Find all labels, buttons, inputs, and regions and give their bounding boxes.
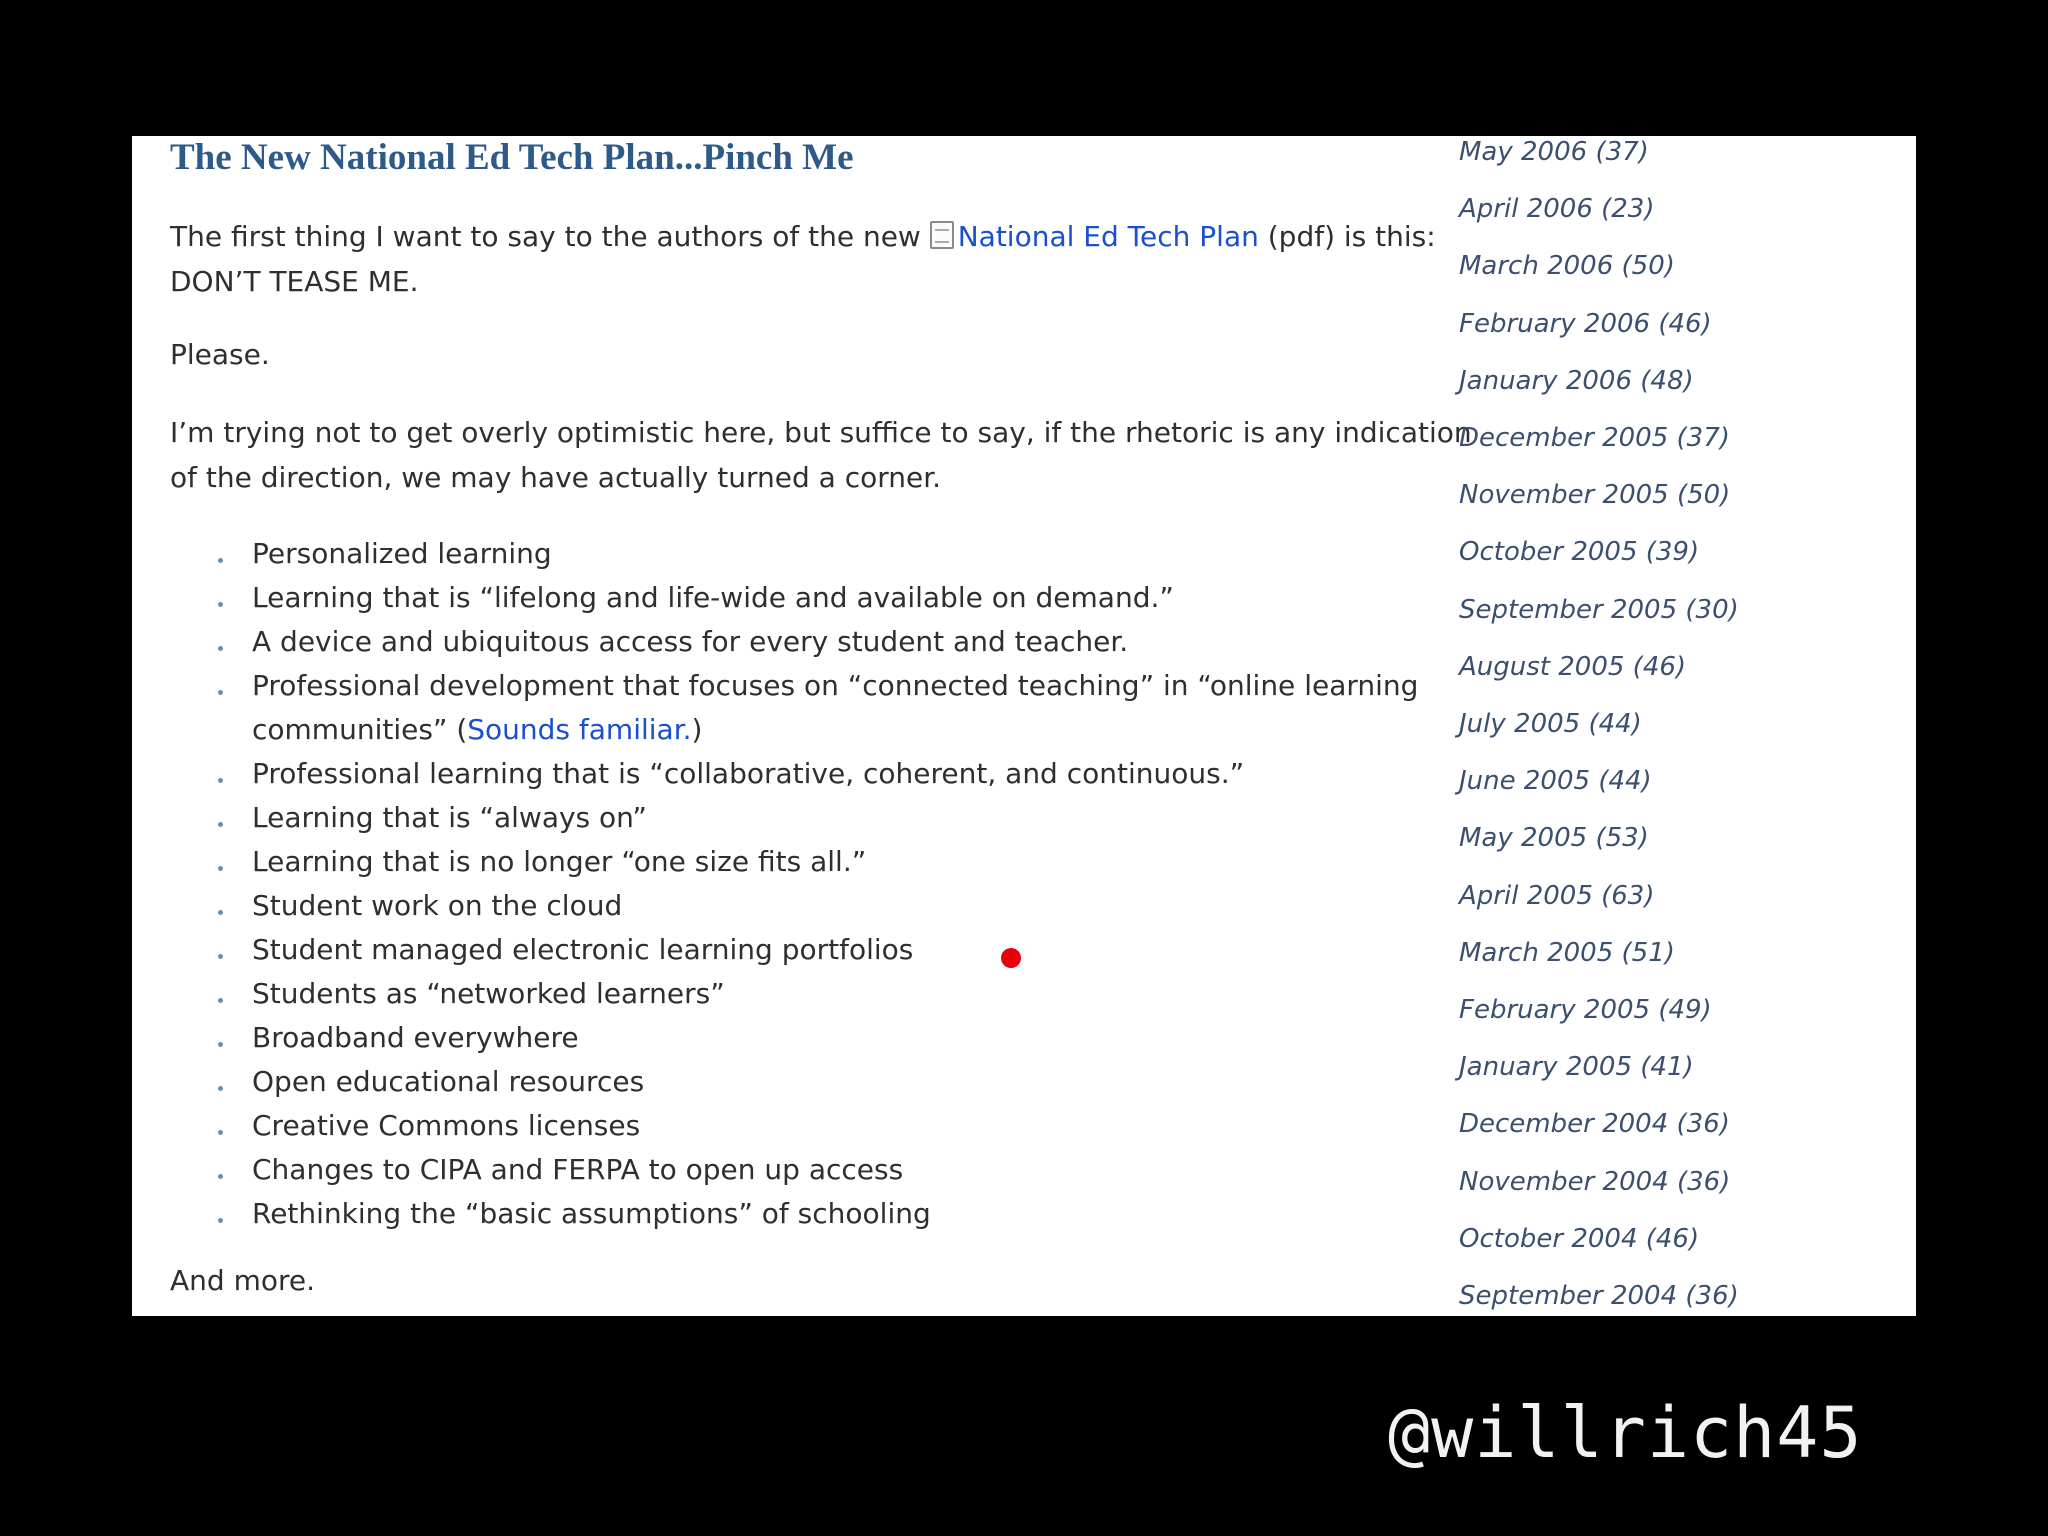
archive-link[interactable]: September 2004 (36) [1459, 1281, 1739, 1312]
bullet-icon [218, 866, 223, 871]
archive-link[interactable]: January 2005 (41) [1459, 1052, 1694, 1083]
archive-link[interactable]: September 2005 (30) [1459, 594, 1739, 625]
bullet-icon [218, 954, 223, 959]
sounds-familiar-link[interactable]: Sounds familiar. [467, 713, 692, 746]
archive-link[interactable]: June 2005 (44) [1459, 766, 1652, 797]
post-title[interactable]: The New National Ed Tech Plan...Pinch Me [170, 137, 854, 178]
list-item: Creative Commons licenses [212, 1104, 1552, 1148]
archive-link[interactable]: October 2005 (39) [1459, 537, 1700, 568]
archive-link[interactable]: August 2005 (46) [1459, 651, 1687, 682]
archive-link[interactable]: December 2004 (36) [1459, 1109, 1730, 1140]
list-item: Learning that is “always on” [212, 796, 1552, 840]
archive-link[interactable]: March 2005 (51) [1459, 937, 1675, 968]
list-item: Student work on the cloud [212, 884, 1552, 928]
list-item: Changes to CIPA and FERPA to open up access [212, 1148, 1552, 1192]
blog-screenshot [132, 136, 1916, 1316]
intro-text: The first thing I want to say to the authors of the new [170, 220, 930, 253]
cursor-dot-icon [1001, 948, 1021, 968]
bullet-icon [218, 1218, 223, 1223]
author-handle: @willrich45 [1388, 1392, 1863, 1474]
list-item: Learning that is no longer “one size fits all.” [212, 840, 1552, 884]
archive-link[interactable]: July 2005 (44) [1459, 709, 1642, 740]
archive-link[interactable]: December 2005 (37) [1459, 423, 1730, 454]
list-item: Open educational resources [212, 1060, 1552, 1104]
list-item: Learning that is “lifelong and life-wide and available on demand.” [212, 576, 1552, 620]
bullet-icon [218, 558, 223, 563]
archive-link[interactable]: November 2004 (36) [1459, 1166, 1731, 1197]
bullet-icon [218, 1130, 223, 1135]
bullet-icon [218, 646, 223, 651]
archive-link[interactable]: May 2006 (37) [1459, 137, 1649, 167]
archive-link[interactable]: May 2005 (53) [1459, 823, 1649, 854]
feature-list [212, 532, 1552, 1236]
archive-link[interactable]: March 2006 (50) [1459, 251, 1675, 282]
list-item: Professional learning that is “collaborative, coherent, and continuous.” [212, 752, 1552, 796]
list-item: A device and ubiquitous access for every student and teacher. [212, 620, 1552, 664]
bullet-icon [218, 690, 223, 695]
archive-link[interactable]: April 2006 (23) [1459, 194, 1655, 225]
bullet-icon [218, 822, 223, 827]
bullet-icon [218, 1174, 223, 1179]
list-item: Student managed electronic learning portfolios [212, 928, 1552, 972]
ed-tech-plan-link[interactable]: National Ed Tech Plan [957, 220, 1259, 253]
closing-paragraph: And more. [170, 1264, 316, 1297]
bullet-icon [218, 1042, 223, 1047]
list-item: Professional development that focuses on “connected teaching” in “online learning communities” (Sounds familiar.) [212, 664, 1552, 752]
document-icon [930, 221, 954, 249]
bullet-icon [218, 1086, 223, 1091]
archive-link[interactable]: February 2005 (49) [1459, 995, 1712, 1026]
archive-link[interactable]: November 2005 (50) [1459, 480, 1731, 511]
list-item: Students as “networked learners” [212, 972, 1552, 1016]
archive-link[interactable]: January 2006 (48) [1459, 365, 1694, 396]
list-item: Rethinking the “basic assumptions” of schooling [212, 1192, 1552, 1236]
bullet-icon [218, 778, 223, 783]
archive-list [1459, 136, 1889, 1316]
archive-link[interactable]: October 2004 (46) [1459, 1223, 1700, 1254]
archive-link[interactable]: February 2006 (46) [1459, 308, 1712, 339]
intro-paragraph [170, 214, 1490, 304]
list-item: Personalized learning [212, 532, 1552, 576]
bullet-icon [218, 602, 223, 607]
intro-text-end: (pdf) is this: DON’T TEASE ME. [170, 220, 1436, 298]
list-item: Broadband everywhere [212, 1016, 1552, 1060]
bullet-icon [218, 910, 223, 915]
bullet-icon [218, 998, 223, 1003]
archive-link[interactable]: April 2005 (63) [1459, 880, 1655, 911]
optimism-paragraph: I’m trying not to get overly optimistic here, but suffice to say, if the rhetoric is any indication of the direction, we may have actually turned a corner. [170, 416, 1472, 494]
please-paragraph: Please. [170, 338, 270, 371]
